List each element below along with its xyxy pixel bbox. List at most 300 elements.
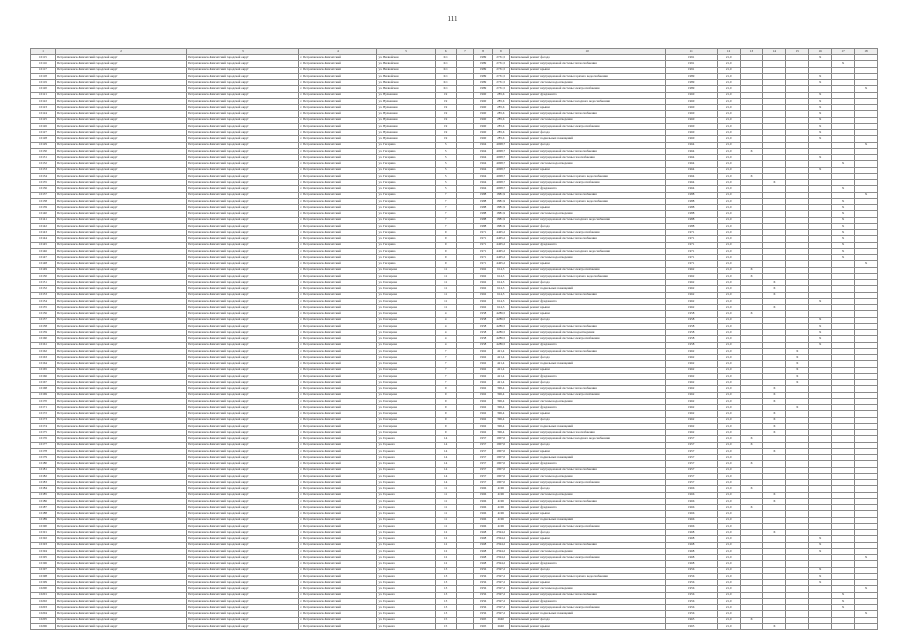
table-cell: 285,6	[492, 123, 509, 129]
table-cell: 10120	[31, 86, 56, 92]
table-cell: 1958	[474, 342, 493, 348]
table-cell: Капитальный ремонт фасада	[509, 442, 665, 448]
table-cell: 4286,5	[492, 330, 509, 336]
table-cell: 10151	[31, 280, 56, 286]
table-cell: Петропавловск-Камчатский городской округ	[187, 286, 299, 292]
table-cell: Капитальный ремонт подвальных помещений	[509, 423, 665, 429]
table-cell: 1956	[665, 592, 717, 598]
table-cell: Капитальный ремонт подвальных помещений	[509, 286, 665, 292]
table-cell: г. Петропавловск-Камчатский	[299, 292, 377, 298]
table-cell: 12	[435, 536, 456, 542]
table-cell: 5	[435, 173, 456, 179]
table-cell: 6/1	[435, 80, 456, 86]
table-cell: Капитальный ремонт фундамента	[509, 342, 665, 348]
table-cell: 21,0	[717, 292, 740, 298]
table-cell: Петропавловск-Камчатский городской округ	[55, 98, 186, 104]
table-cell: 10116	[31, 61, 56, 67]
table-cell: 285,6	[492, 117, 509, 123]
table-cell: Капитальный ремонт фасада	[509, 317, 665, 323]
table-cell: 10148	[31, 261, 56, 267]
table-cell: Петропавловск-Камчатский городской округ	[55, 605, 186, 611]
table-cell: Петропавловск-Камчатский городской округ	[55, 117, 186, 123]
table-cell: 21,0	[717, 573, 740, 579]
table-cell: 10178	[31, 448, 56, 454]
table-cell: 285,6	[492, 92, 509, 98]
table-cell: 11	[435, 505, 456, 511]
table-cell: 4	[435, 330, 456, 336]
table-cell: 1962	[665, 305, 717, 311]
table-cell: Петропавловск-Камчатский городской округ	[55, 598, 186, 604]
table-cell: 21,0	[717, 442, 740, 448]
table-cell: 2597,2	[492, 567, 509, 573]
table-cell: 1962	[474, 392, 493, 398]
table-cell: г. Петропавловск-Камчатский	[299, 323, 377, 329]
table-cell: 1962	[474, 267, 493, 273]
table-cell: Петропавловск-Камчатский городской округ	[187, 111, 299, 117]
table-cell: 10132	[31, 161, 56, 167]
table-cell: 21,0	[717, 111, 740, 117]
table-cell: 4465,2	[492, 242, 509, 248]
table-cell: Петропавловск-Камчатский городской округ	[55, 542, 186, 548]
table-cell: 1962	[474, 405, 493, 411]
table-cell: Петропавловск-Камчатский городской округ	[55, 498, 186, 504]
table-cell: ул. Гагарина	[377, 255, 435, 261]
table-cell: 21,0	[717, 80, 740, 86]
table-cell: 1988	[665, 205, 717, 211]
table-cell: Капитальный ремонт внутридомовой системы холодного водоснабжения	[509, 248, 665, 254]
table-cell: Капитальный ремонт подвальных помещений	[509, 136, 665, 142]
table-cell: Капитальный ремонт фасада	[509, 617, 665, 623]
table-cell: Петропавловск-Камчатский городской округ	[55, 586, 186, 592]
table-cell: 10152	[31, 286, 56, 292]
table-cell: Петропавловск-Камчатский городской округ	[187, 155, 299, 161]
table-cell: Х	[786, 373, 809, 379]
table-cell: Петропавловск-Камчатский городской округ	[187, 417, 299, 423]
table-cell: ул. Гончарова	[377, 305, 435, 311]
table-cell: Петропавловск-Камчатский городской округ	[55, 348, 186, 354]
table-cell: 1962	[474, 423, 493, 429]
table-cell: 1962	[474, 430, 493, 436]
table-cell: 1962	[474, 355, 493, 361]
table-cell: 1957	[474, 442, 493, 448]
table-cell: г. Петропавловск-Камчатский	[299, 505, 377, 511]
table-cell: 1988	[474, 205, 493, 211]
table-cell: 11	[435, 486, 456, 492]
table-cell: Капитальный ремонт крыши	[509, 105, 665, 111]
table-cell: Петропавловск-Камчатский городской округ	[187, 380, 299, 386]
table-cell: ул. Гончарова	[377, 373, 435, 379]
table-cell: Петропавловск-Камчатский городской округ	[187, 548, 299, 554]
table-cell: 1962	[474, 305, 493, 311]
table-cell: 21,0	[717, 55, 740, 61]
table-cell: 2597,2	[492, 598, 509, 604]
table-cell: 21,0	[717, 192, 740, 198]
table-cell: 1962	[474, 380, 493, 386]
table-cell: 19	[435, 117, 456, 123]
table-cell: Петропавловск-Камчатский городской округ	[187, 236, 299, 242]
table-cell: Х	[832, 186, 855, 192]
table-cell: Петропавловск-Камчатский городской округ	[187, 323, 299, 329]
table-cell: 12	[435, 561, 456, 567]
table-cell: Х	[832, 217, 855, 223]
table-cell: 10139	[31, 205, 56, 211]
table-cell: Х	[763, 498, 786, 504]
table-cell: г. Петропавловск-Камчатский	[299, 611, 377, 617]
table-cell: 1957	[474, 455, 493, 461]
table-cell: 1988	[665, 217, 717, 223]
table-cell: г. Петропавловск-Камчатский	[299, 486, 377, 492]
table-cell: 10204	[31, 611, 56, 617]
table-cell: Х	[832, 205, 855, 211]
table-cell: 1962	[474, 298, 493, 304]
table-cell: 2597,2	[492, 592, 509, 598]
table-cell: 396,4	[492, 392, 509, 398]
table-cell: 2597,2	[492, 580, 509, 586]
table-cell: 1968	[665, 536, 717, 542]
table-cell: Капитальный ремонт системы водоотведения	[509, 398, 665, 404]
table-cell: 421,4	[492, 373, 509, 379]
table-cell: Х	[763, 411, 786, 417]
table-cell: ул. Гончарова	[377, 348, 435, 354]
table-cell: 1957	[665, 455, 717, 461]
table-cell: 1957	[474, 467, 493, 473]
table-cell: 421,4	[492, 355, 509, 361]
table-cell: г. Петропавловск-Камчатский	[299, 598, 377, 604]
table-cell: Х	[740, 273, 763, 279]
table-cell: 10128	[31, 136, 56, 142]
table-cell: 1968	[665, 561, 717, 567]
table-cell: 1962	[665, 286, 717, 292]
table-cell: 21,0	[717, 317, 740, 323]
table-cell: 21,0	[717, 117, 740, 123]
table-cell: Капитальный ремонт фундамента	[509, 561, 665, 567]
table-cell	[832, 623, 855, 629]
table-cell: г. Петропавловск-Камчатский	[299, 548, 377, 554]
table-cell: Петропавловск-Камчатский городской округ	[187, 611, 299, 617]
table-cell: 13	[435, 611, 456, 617]
table-cell: Х	[763, 392, 786, 398]
table-cell: 21,0	[717, 411, 740, 417]
table-cell: ул. Гончарова	[377, 323, 435, 329]
table-cell: 7	[435, 355, 456, 361]
table-cell: Петропавловск-Камчатский городской округ	[55, 411, 186, 417]
table-cell: 1962	[665, 423, 717, 429]
table-cell: г. Петропавловск-Камчатский	[299, 336, 377, 342]
table-cell: Петропавловск-Камчатский городской округ	[55, 311, 186, 317]
table-cell: ул. Горького	[377, 548, 435, 554]
table-cell: Капитальный ремонт фасада	[509, 355, 665, 361]
table-cell: Капитальный ремонт фасада	[509, 530, 665, 536]
table-cell: 21,0	[717, 286, 740, 292]
table-cell: г. Петропавловск-Камчатский	[299, 417, 377, 423]
table-cell: 7	[435, 361, 456, 367]
table-cell: Петропавловск-Камчатский городской округ	[187, 217, 299, 223]
table-cell: г. Петропавловск-Камчатский	[299, 411, 377, 417]
table-cell: 1966	[474, 486, 493, 492]
table-cell: 4	[435, 323, 456, 329]
table-cell: 1907,0	[492, 448, 509, 454]
table-cell: 21,0	[717, 205, 740, 211]
table-cell: 11	[435, 511, 456, 517]
table-cell: 2731,5	[492, 61, 509, 67]
table-cell: 1989	[474, 67, 493, 73]
table-cell: Капитальный ремонт крыши	[509, 261, 665, 267]
table-cell: 1907,0	[492, 455, 509, 461]
table-cell: ул. Гагарина	[377, 242, 435, 248]
table-cell: Петропавловск-Камчатский городской округ	[187, 486, 299, 492]
table-cell: 1956	[474, 567, 493, 573]
table-cell: Петропавловск-Камчатский городской округ	[187, 336, 299, 342]
table-cell: ул. Гончарова	[377, 298, 435, 304]
column-header: 13	[740, 49, 763, 55]
table-cell: 5	[435, 167, 456, 173]
table-cell: г. Петропавловск-Камчатский	[299, 98, 377, 104]
table-cell: 21,0	[717, 336, 740, 342]
table-cell: Петропавловск-Камчатский городской округ	[187, 311, 299, 317]
table-cell: 4068,7	[492, 186, 509, 192]
table-cell: Х	[786, 405, 809, 411]
table-cell: 10193	[31, 542, 56, 548]
table-cell: 5	[435, 186, 456, 192]
table-cell: 1964	[474, 173, 493, 179]
table-cell: Х	[763, 292, 786, 298]
table-cell: Петропавловск-Камчатский городской округ	[55, 392, 186, 398]
table-cell: ул. Горького	[377, 586, 435, 592]
table-cell: Капитальный ремонт внутридомовой системы электроснабжения	[509, 86, 665, 92]
table-cell: Петропавловск-Камчатский городской округ	[55, 405, 186, 411]
table-cell: ул. Гончарова	[377, 311, 435, 317]
table-cell: 10169	[31, 392, 56, 398]
table-cell: Петропавловск-Камчатский городской округ	[55, 111, 186, 117]
table-cell: Петропавловск-Камчатский городской округ	[55, 105, 186, 111]
table-cell: г. Петропавловск-Камчатский	[299, 423, 377, 429]
table-cell: 21,0	[717, 136, 740, 142]
table-cell: Х	[740, 486, 763, 492]
table-cell: Петропавловск-Камчатский городской округ	[55, 342, 186, 348]
table-cell: 1881,9	[492, 192, 509, 198]
table-cell: ул. Горького	[377, 436, 435, 442]
table-cell: г. Петропавловск-Камчатский	[299, 361, 377, 367]
table-cell: ул. Гончарова	[377, 336, 435, 342]
table-cell: 1960	[474, 117, 493, 123]
table-cell: Петропавловск-Камчатский городской округ	[55, 611, 186, 617]
table-cell: Петропавловск-Камчатский городской округ	[55, 155, 186, 161]
table-cell: Х	[763, 530, 786, 536]
table-cell: 14	[435, 442, 456, 448]
table-cell: г. Петропавловск-Камчатский	[299, 180, 377, 186]
table-cell: 10135	[31, 180, 56, 186]
table-cell: Капитальный ремонт системы водоотведения	[509, 211, 665, 217]
table-cell: Капитальный ремонт фасада	[509, 380, 665, 386]
table-cell: ул. Горького	[377, 561, 435, 567]
table-cell: 21,0	[717, 523, 740, 529]
table-cell: ул. Гагарина	[377, 186, 435, 192]
table-cell: г. Петропавловск-Камчатский	[299, 405, 377, 411]
table-cell: 10176	[31, 436, 56, 442]
table-cell: 1957	[474, 461, 493, 467]
table-cell: Х	[809, 548, 832, 554]
table-cell: 21,0	[717, 355, 740, 361]
table-cell: 10149	[31, 267, 56, 273]
table-cell: 1962	[474, 286, 493, 292]
table-cell: Х	[832, 198, 855, 204]
table-cell: ул. Гагарина	[377, 223, 435, 229]
table-cell: Петропавловск-Камчатский городской округ	[187, 92, 299, 98]
table-cell: 21,0	[717, 105, 740, 111]
table-cell: г. Петропавловск-Камчатский	[299, 567, 377, 573]
table-cell: 10184	[31, 486, 56, 492]
table-cell: 1958	[474, 336, 493, 342]
table-cell: ул. Горького	[377, 498, 435, 504]
table-cell: 21,0	[717, 561, 740, 567]
table-cell: Х	[763, 448, 786, 454]
table-cell: г. Петропавловск-Камчатский	[299, 498, 377, 504]
table-cell: 1962	[665, 292, 717, 298]
table-cell: 10190	[31, 523, 56, 529]
table-cell: г. Петропавловск-Камчатский	[299, 161, 377, 167]
table-cell: г. Петропавловск-Камчатский	[299, 586, 377, 592]
table-cell: Петропавловск-Камчатский городской округ	[187, 605, 299, 611]
table-cell: Х	[786, 367, 809, 373]
table-cell: 4068,7	[492, 167, 509, 173]
table-cell: Петропавловск-Камчатский городской округ	[187, 55, 299, 61]
table-cell: 1907,0	[492, 436, 509, 442]
table-cell: ул. Горького	[377, 511, 435, 517]
table-cell: Х	[832, 161, 855, 167]
table-cell: Капитальный ремонт системы водоотведения	[509, 473, 665, 479]
table-cell: 285,6	[492, 130, 509, 136]
table-cell: Петропавловск-Камчатский городской округ	[187, 392, 299, 398]
table-cell: Петропавловск-Камчатский городской округ	[55, 67, 186, 73]
table-cell: Петропавловск-Камчатский городской округ	[187, 555, 299, 561]
table-cell: 10183	[31, 480, 56, 486]
table-cell: 1964	[474, 180, 493, 186]
table-cell: 10180	[31, 461, 56, 467]
table-cell: Капитальный ремонт внутридомовой системы электроснабжения	[509, 605, 665, 611]
table-cell: 1964	[665, 173, 717, 179]
table-cell: 5	[435, 161, 456, 167]
table-cell: 21,0	[717, 255, 740, 261]
table-cell: 21,0	[717, 486, 740, 492]
table-cell: ул. Гончарова	[377, 392, 435, 398]
table-cell: Петропавловск-Камчатский городской округ	[187, 467, 299, 473]
table-cell: 1956	[474, 605, 493, 611]
table-cell: 1964	[474, 167, 493, 173]
table-cell: Петропавловск-Камчатский городской округ	[187, 480, 299, 486]
table-cell: Капитальный ремонт внутридомовой системы холодного водоснабжения	[509, 217, 665, 223]
table-cell: Х	[832, 211, 855, 217]
table-cell: Капитальный ремонт фасада	[509, 223, 665, 229]
table-cell: 14	[435, 436, 456, 442]
table-cell: ул. Горького	[377, 480, 435, 486]
table-cell: 2731,5	[492, 73, 509, 79]
table-cell: Петропавловск-Камчатский городской округ	[187, 117, 299, 123]
table-cell: Х	[809, 80, 832, 86]
column-header: 17	[832, 49, 855, 55]
table-cell: Петропавловск-Камчатский городской округ	[187, 255, 299, 261]
table-cell: 1956	[665, 573, 717, 579]
table-cell: Капитальный ремонт внутридомовой системы горячего водоснабжения	[509, 573, 665, 579]
table-cell: Капитальный ремонт внутридомовой системы газоснабжения	[509, 430, 665, 436]
table-cell: Петропавловск-Камчатский городской округ	[187, 130, 299, 136]
table-cell: 21,0	[717, 267, 740, 273]
table-cell: Х	[809, 73, 832, 79]
table-cell: 1958	[665, 311, 717, 317]
table-cell: г. Петропавловск-Камчатский	[299, 267, 377, 273]
table-cell: г. Петропавловск-Камчатский	[299, 355, 377, 361]
table-cell: Петропавловск-Камчатский городской округ	[187, 517, 299, 523]
table-cell: ул. Горького	[377, 605, 435, 611]
table-cell: Петропавловск-Камчатский городской округ	[187, 436, 299, 442]
table-cell: Петропавловск-Камчатский городской округ	[55, 505, 186, 511]
table-cell: ул. Вулканная	[377, 92, 435, 98]
table-cell: 10153	[31, 292, 56, 298]
table-cell: 10186	[31, 498, 56, 504]
table-cell: 19	[435, 111, 456, 117]
table-cell: ул. Гагарина	[377, 192, 435, 198]
table-cell: Петропавловск-Камчатский городской округ	[187, 142, 299, 148]
table-cell: Петропавловск-Камчатский городской округ	[55, 86, 186, 92]
column-header: 1	[31, 49, 56, 55]
table-cell: Петропавловск-Камчатский городской округ	[55, 280, 186, 286]
table-cell: 1957	[474, 480, 493, 486]
table-cell: г. Петропавловск-Камчатский	[299, 86, 377, 92]
table-cell: 1965	[665, 623, 717, 629]
table-cell: 10122	[31, 98, 56, 104]
table-cell: Х	[786, 355, 809, 361]
table-cell: 21,0	[717, 455, 740, 461]
table-cell: 21,0	[717, 536, 740, 542]
table-cell: Х	[832, 230, 855, 236]
table-cell: Х	[855, 142, 878, 148]
table-cell: 4286,5	[492, 342, 509, 348]
table-cell: г. Петропавловск-Камчатский	[299, 561, 377, 567]
table-cell: ул. Гончарова	[377, 342, 435, 348]
table-cell: 13	[435, 605, 456, 611]
table-cell: 9	[435, 230, 456, 236]
table-cell: Петропавловск-Камчатский городской округ	[55, 55, 186, 61]
table-cell: 1962	[665, 405, 717, 411]
table-cell: г. Петропавловск-Камчатский	[299, 461, 377, 467]
table-cell: 1964	[665, 167, 717, 173]
table-cell: Петропавловск-Камчатский городской округ	[187, 405, 299, 411]
table-cell: ул. Вилюйская	[377, 67, 435, 73]
table-cell: Х	[786, 380, 809, 386]
table-cell: 10141	[31, 217, 56, 223]
table-cell: 21,0	[717, 180, 740, 186]
table-cell: Капитальный ремонт фасада	[509, 130, 665, 136]
table-cell: г. Петропавловск-Камчатский	[299, 317, 377, 323]
table-cell: 14	[435, 467, 456, 473]
table-cell: Капитальный ремонт крыши	[509, 448, 665, 454]
table-cell: г. Петропавловск-Камчатский	[299, 173, 377, 179]
table-cell: 21,0	[717, 348, 740, 354]
table-cell: Петропавловск-Камчатский городской округ	[55, 455, 186, 461]
table-cell: 19	[435, 130, 456, 136]
table-cell: 10185	[31, 492, 56, 498]
table-cell: Петропавловск-Камчатский городской округ	[187, 317, 299, 323]
table-cell: ул. Гончарова	[377, 317, 435, 323]
table-cell: 21,0	[717, 598, 740, 604]
table-cell: 1956	[665, 598, 717, 604]
table-cell: Петропавловск-Камчатский городской округ	[55, 355, 186, 361]
table-cell: Капитальный ремонт крыши	[509, 167, 665, 173]
table-cell: Петропавловск-Камчатский городской округ	[187, 73, 299, 79]
table-cell: 9	[435, 248, 456, 254]
table-cell: 6/1	[435, 86, 456, 92]
table-cell: 21,0	[717, 361, 740, 367]
column-header: 4	[299, 49, 377, 55]
